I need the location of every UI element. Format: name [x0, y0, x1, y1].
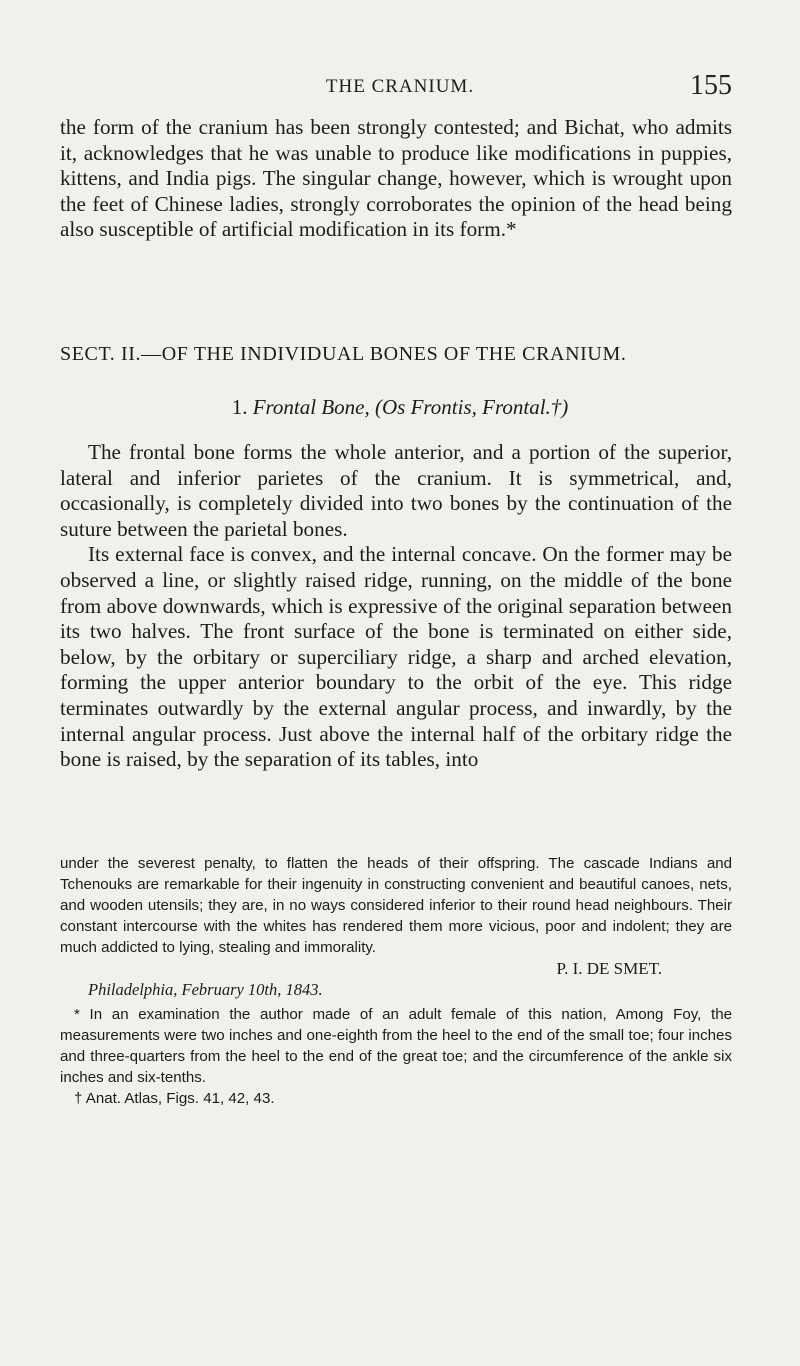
footnote-dateline: Philadelphia, February 10th, 1843. [88, 980, 323, 999]
section-heading: SECT. II.—OF THE INDIVIDUAL BONES OF THE CRANIUM. [60, 343, 627, 365]
paragraph-description: The frontal bone forms the whole anterior, and a portion of the superior, lateral and inferior parietes of the cranium. It is symmetrical, and, occasionally, is completely divided into two bones by the continuation of the suture between the parietal bones. [60, 440, 732, 541]
footnote-signature: P. I. DE SMET. [556, 959, 662, 978]
subheading-parenthetical: (Os Frontis, Frontal.†) [375, 395, 569, 419]
subheading [0, 395, 800, 420]
opening-paragraph: the form of the cranium has been strongly contested; and Bichat, who admits it, acknowledges that he was unable to produce like modifications in puppies, kittens, and India pigs. The singular change, however, which is wrought upon the feet of Chinese ladies, strongly corroborates the opinion of the head being also susceptible of artificial modification in its form.* [60, 115, 732, 242]
opening-paragraph-block [60, 115, 732, 243]
subheading-title: Frontal Bone, [252, 395, 370, 419]
footnote-continued: under the severest penalty, to flatten the heads of their offspring. The cascade Indians and Tchenouks are remarkable for their ingenuity in constructing convenient and beautiful canoes, nets, and wooden utensils; they are, in no ways considered inferior to their round head neighbours. Their constant intercourse with the whites has rendered them more vicious, poor and indolent; they are much addicted to lying, stealing and immorality. [60, 855, 732, 956]
footnote-dagger: † Anat. Atlas, Figs. 41, 42, 43. [74, 1090, 275, 1107]
page-number: 155 [690, 70, 732, 101]
footnote-asterisk: * In an examination the author made of an adult female of this nation, Among Foy, the measurements were two inches and one-eighth from the heel to the end of the small toe; four inches and three-quarters from the heel to the end of the great toe; and the circumference of the ankle six inches and six-tenths. [60, 1006, 732, 1086]
running-head: THE CRANIUM. [325, 76, 475, 97]
paragraph-external-face: Its external face is convex, and the internal concave. On the former may be observed a line, or slightly raised ridge, running, on the middle of the bone from above downwards, which is expressive of the original separation between its two halves. The front surface of the bone is terminated on either side, below, by the orbitary or superciliary ridge, a sharp and arched elevation, forming the upper anterior boundary to the orbit of the eye. This ridge terminates outwardly by the external angular process, and inwardly, by the internal angular process. Just above the internal half of the orbitary ridge the bone is raised, by the separation of its tables, into [60, 542, 732, 772]
subheading-number: 1. [231, 395, 248, 419]
main-text [60, 440, 732, 773]
footnotes [60, 853, 732, 1109]
